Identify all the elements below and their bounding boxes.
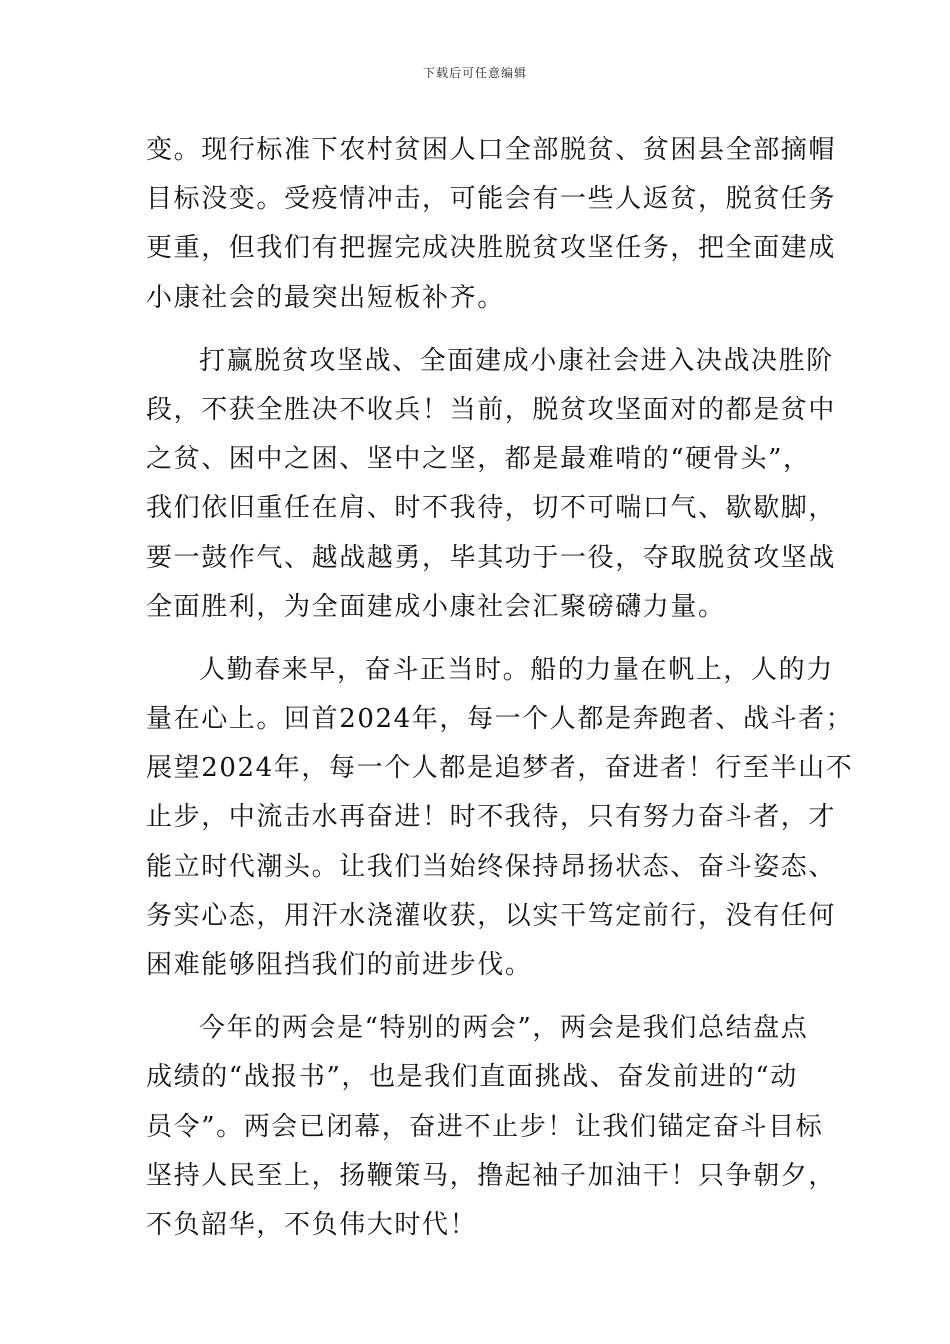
paragraph-line: 成绩的“战报书”，也是我们直面挑战、奋发前进的“动 bbox=[146, 1062, 798, 1093]
paragraph-line: 不负韶华，不负伟大时代！ bbox=[146, 1209, 478, 1240]
paragraph-line: 之贫、困中之困、坚中之坚，都是最难啃的“硬骨头”， bbox=[146, 444, 811, 475]
paragraph-line: 全面胜利，为全面建成小康社会汇聚磅礴力量。 bbox=[146, 591, 726, 622]
paragraph-line: 坚持人民至上，扬鞭策马，撸起袖子加油干！只争朝夕， bbox=[146, 1160, 837, 1191]
paragraph-line: 能立时代潮头。让我们当始终保持昂扬状态、奋斗姿态、 bbox=[146, 851, 837, 882]
document-body bbox=[146, 126, 854, 1250]
paragraph-line: 展望2024年，每一个人都是追梦者，奋进者！行至半山不 bbox=[146, 753, 854, 784]
paragraph-line: 困难能够阻挡我们的前进步伐。 bbox=[146, 950, 533, 980]
paragraph-line: 变。现行标准下农村贫困人口全部脱贫、贫困县全部摘帽 bbox=[146, 135, 837, 165]
paragraph-2 bbox=[146, 337, 837, 632]
page-header: 下载后可任意编辑 bbox=[422, 66, 527, 80]
paragraph-line: 打赢脱贫攻坚战、全面建成小康社会进入决战决胜阶 bbox=[199, 345, 834, 376]
paragraph-line: 目标没变。受疫情冲击，可能会有一些人返贫，脱贫任务 bbox=[146, 184, 837, 215]
paragraph-line: 要一鼓作气、越战越勇，毕其功于一役，夺取脱贫攻坚战 bbox=[146, 542, 837, 573]
paragraph-line: 量在心上。回首2024年，每一个人都是奔跑者、战斗者； bbox=[146, 704, 854, 735]
paragraph-line: 员令”。两会已闭幕，奋进不止步！让我们锚定奋斗目标 bbox=[146, 1111, 824, 1142]
paragraph-line: 我们依旧重任在肩、时不我待，切不可喘口气、歇歇脚， bbox=[146, 493, 837, 524]
paragraph-line: 务实心态，用汗水浇灌收获，以实干笃定前行，没有任何 bbox=[146, 900, 837, 931]
paragraph-4 bbox=[146, 1004, 837, 1250]
paragraph-line: 小康社会的最突出短板补齐。 bbox=[146, 282, 505, 313]
paragraph-line: 今年的两会是“特别的两会”，两会是我们总结盘点 bbox=[199, 1013, 809, 1044]
paragraph-1 bbox=[146, 126, 837, 323]
paragraph-line: 止步，中流击水再奋进！时不我待，只有努力奋斗者，才 bbox=[146, 802, 837, 833]
paragraph-line: 段，不获全胜决不收兵！当前，脱贫攻坚面对的都是贫中 bbox=[146, 394, 837, 425]
paragraph-line: 人勤春来早，奋斗正当时。船的力量在帆上，人的力 bbox=[199, 654, 834, 685]
paragraph-line: 更重，但我们有把握完成决胜脱贫攻坚任务，把全面建成 bbox=[146, 233, 837, 264]
paragraph-3 bbox=[146, 646, 854, 990]
